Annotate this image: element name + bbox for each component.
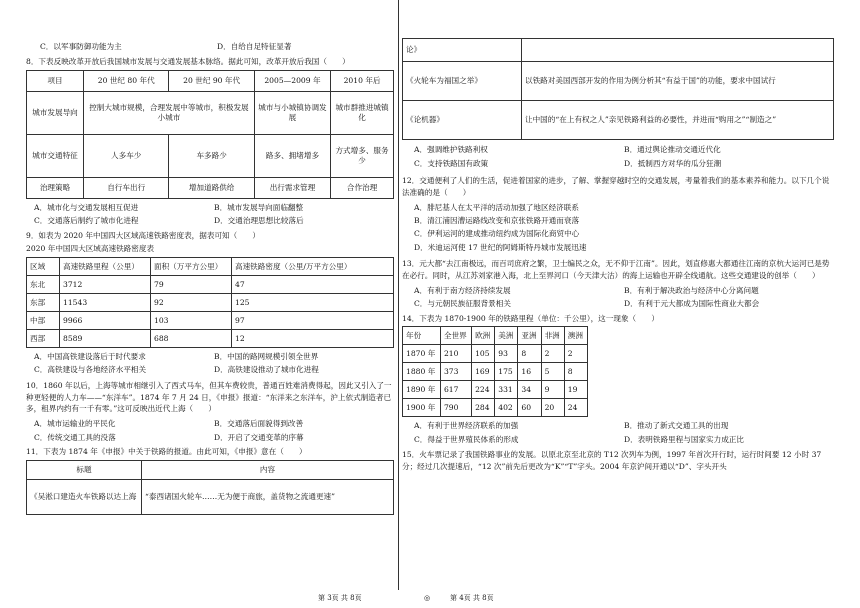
q7-option-c: C．以军事防御功能为主 <box>40 42 122 51</box>
q14-cell: 402 <box>495 399 518 417</box>
q8-cell: 城市发展导向 <box>27 91 84 134</box>
q13-option-d: D．有利于元大都成为国际性商业大都会 <box>624 299 760 309</box>
q8-option-a: A．城市化与交通发展相互促进 <box>34 202 139 212</box>
q14-header-6: 澳洲 <box>564 327 587 345</box>
q8-cell: 人多车少 <box>84 134 169 177</box>
q8-options-cd <box>26 216 394 225</box>
q11-option-c: C．支持铁路国有政策 <box>414 159 489 169</box>
q8-option-c: C．交通落后制约了城市化进程 <box>34 216 139 226</box>
right-page <box>402 0 834 590</box>
q8-cell: 治理策略 <box>27 177 84 198</box>
q8-cell: 城市与小城镇协调发展 <box>254 91 330 134</box>
q8-cell: 自行车出行 <box>84 177 169 198</box>
q14-table <box>402 326 588 417</box>
q14-cell: 790 <box>440 399 471 417</box>
q14-header-5: 非洲 <box>541 327 564 345</box>
q9-cell: 中部 <box>27 311 60 329</box>
q9-cell: 12 <box>232 329 394 347</box>
q13-options-ab <box>402 286 834 295</box>
q9-cell: 8589 <box>60 329 151 347</box>
q9-cell: 47 <box>232 275 394 293</box>
page-footer <box>0 594 860 608</box>
q14-header-4: 亚洲 <box>518 327 541 345</box>
q9-cell: 79 <box>151 275 232 293</box>
left-page-number: 第 3页 共 8页 <box>318 594 362 602</box>
q14-cell: 175 <box>495 363 518 381</box>
q8-table <box>26 70 394 199</box>
q8-cell: 城市交通特征 <box>27 134 84 177</box>
q9-option-c: C．高铁建设与各地经济水平相关 <box>34 365 147 375</box>
q10-option-b: B．交通落后面貌得到改善 <box>214 419 304 429</box>
q12-stem: 12．交通便利了人们的生活，促进着国家的进步，了解、掌握穿越时空的交通发展，考量着我们的基本素养和能力。以下几个说法准确的是（ ） <box>402 175 830 197</box>
q9-caption: 2020 年中国四大区域高速铁路密度表 <box>26 244 155 254</box>
q12-option-c: C．伊利运河的建成推动纽约成为国际化商贸中心 <box>414 229 580 239</box>
q9-cell: 9966 <box>60 311 151 329</box>
q11-cell: 《火轮车为福国之举》 <box>403 62 522 101</box>
q11-header-0: 标题 <box>27 460 142 479</box>
q14-option-b: B．推动了新式交通工具的出现 <box>624 421 729 431</box>
q12-option-b: B．清江浦因漕运路线改变和京张铁路开通而衰落 <box>414 215 580 225</box>
q14-cell: 284 <box>472 399 495 417</box>
q9-option-a: A．中国高铁建设落后于时代要求 <box>34 351 146 361</box>
q8-cell: 车多路少 <box>169 134 254 177</box>
q9-cell: 3712 <box>60 275 151 293</box>
q9-cell: 103 <box>151 311 232 329</box>
q10-options-cd <box>26 433 394 442</box>
q8-cell: 方式增多、服务少 <box>331 134 394 177</box>
q11-table <box>26 460 394 515</box>
q14-cell: 331 <box>495 381 518 399</box>
q9-table <box>26 257 394 348</box>
q8-options-ab <box>26 203 394 212</box>
q14-cell: 93 <box>495 345 518 363</box>
q9-cell: 西部 <box>27 329 60 347</box>
q8-option-b: B．城市发展导向面临翻整 <box>214 202 304 212</box>
q11-options-cd <box>402 159 834 168</box>
q14-cell: 34 <box>518 381 541 399</box>
q9-header-0: 区域 <box>27 257 60 275</box>
q14-cell: 617 <box>440 381 471 399</box>
q8-cell: 城市群推进城镇化 <box>331 91 394 134</box>
q11-cell: 让中国的“在上有权之人”亲见铁路利益的必要性，并进而“购用之”“制造之” <box>522 101 834 140</box>
q8-cell: 路多、拥堵增多 <box>254 134 330 177</box>
q14-cell: 373 <box>440 363 471 381</box>
q13-stem: 13．元大都“去江南极远，而百司庶府之繁，卫士编民之众，无不仰于江南”。因此，划直修惠大都通往江南的京杭大运河已是势在必行。同时，从江苏刘家港入海，北上至界河口（今天津大沽）的海上运输也开辟全线通航。这些交通建设的创举（ ） <box>402 259 830 281</box>
q9-cell: 东部 <box>27 293 60 311</box>
q14-cell: 2 <box>541 345 564 363</box>
binding-mark: ◎ <box>424 594 431 602</box>
q10-options-ab <box>26 419 394 428</box>
q8-header-2: 20 世纪 90 年代 <box>169 70 254 91</box>
q8-stem: 8．下表反映改革开放后我国城市发展与交通发展基本脉络。据此可知，改革开放后我国（ ） <box>26 57 350 67</box>
q9-option-d: D．高铁建设推动了城市化进程 <box>214 365 319 375</box>
q14-option-a: A．有利于世界经济联系的加强 <box>414 421 519 431</box>
q11-table-cont <box>402 38 834 140</box>
q14-header-0: 年份 <box>403 327 441 345</box>
q11-cell: 以铁路对美国西部开发的作用为例分析其“有益于国”的功能，要求中国试行 <box>522 62 834 101</box>
q9-header-3: 高速铁路密度（公里/万平方公里） <box>232 257 394 275</box>
q11-cell: 论》 <box>403 39 522 62</box>
q15-stem: 15．火车票记录了我国铁路事业的发展。以原北京至北京的 T12 次列车为例，1997 年首次开行时，运行时间要 12 小时 37 分；经过几次提速后，“12 次”前先后更改为“K”“T”字头。2004 年京沪间开通以“D”、字头开头 <box>402 450 822 472</box>
q14-cell: 8 <box>564 363 587 381</box>
q14-option-d: D．表明铁路里程与国家实力成正比 <box>624 434 744 444</box>
q14-cell: 224 <box>472 381 495 399</box>
q8-cell: 控制大城市规模，合理发展中等城市，积极发展小城市 <box>84 91 255 134</box>
q11-cell: 《论机器》 <box>403 101 522 140</box>
q7-options <box>26 42 394 51</box>
q9-options-cd <box>26 365 394 374</box>
q11-option-b: B．通过舆论推动交通近代化 <box>624 145 721 154</box>
q14-header-3: 美洲 <box>495 327 518 345</box>
q13-options-cd <box>402 299 834 308</box>
q11-stem: 11．下表为 1874 年《申报》中关于铁路的报道。由此可知，《申报》意在（ ） <box>26 447 307 457</box>
q8-header-1: 20 世纪 80 年代 <box>84 70 169 91</box>
column-divider <box>398 0 399 590</box>
q14-header-2: 欧洲 <box>472 327 495 345</box>
q13-option-a: A．有利于南方经济持续发展 <box>414 285 511 295</box>
q13-option-c: C．与元朝民族征服背景相关 <box>414 299 511 309</box>
q8-header-3: 2005—2009 年 <box>254 70 330 91</box>
q9-cell: 688 <box>151 329 232 347</box>
q9-header-1: 高速铁路里程（公里） <box>60 257 151 275</box>
q8-cell: 增加道路供给 <box>169 177 254 198</box>
q14-cell: 24 <box>564 399 587 417</box>
q9-cell: 东北 <box>27 275 60 293</box>
q11-cell: 《吴淞口建造火车铁路以达上海 <box>27 479 142 514</box>
q9-stem: 9．如表为 2020 年中国四大区域高速铁路密度表，据表可知（ ） <box>26 230 261 240</box>
q13-option-b: B．有利于解决政治与经济中心分离问题 <box>624 285 759 295</box>
q14-options-ab <box>402 421 834 430</box>
q7-option-d: D．自给自足特征显著 <box>217 42 292 51</box>
q10-option-c: C．传统交通工具的没落 <box>34 432 116 442</box>
q14-cell: 105 <box>472 345 495 363</box>
q14-cell: 16 <box>518 363 541 381</box>
q8-cell: 出行需求管理 <box>254 177 330 198</box>
q14-cell: 60 <box>518 399 541 417</box>
q10-option-d: D．开启了交通变革的序幕 <box>214 432 304 442</box>
q14-cell: 2 <box>564 345 587 363</box>
q14-cell: 1900 年 <box>403 399 441 417</box>
q9-cell: 92 <box>151 293 232 311</box>
q14-options-cd <box>402 435 834 444</box>
q14-cell: 9 <box>541 381 564 399</box>
q11-options-ab <box>402 145 834 154</box>
q8-header-0: 项目 <box>27 70 84 91</box>
left-page <box>26 0 394 590</box>
q11-header-1: 内容 <box>142 460 394 479</box>
q11-option-a: A．强调维护铁路利权 <box>414 145 488 154</box>
q14-cell: 19 <box>564 381 587 399</box>
q10-stem: 10．1860 年以后，上海等城市相继引入了西式马车，但其车费较贵，普通百姓难消费得起，因此又引入了一种更轻便的人力车——“东洋车”。1874 年 7 月 24 日，《申报》报道：“东洋来之东洋车，沪上依式制造者已多，租界内约有一千有零。”这可反映出近代上海（ ） <box>26 380 392 414</box>
q14-cell: 1880 年 <box>403 363 441 381</box>
q9-options-ab <box>26 352 394 361</box>
q14-cell: 169 <box>472 363 495 381</box>
q9-header-2: 面积（万平方公里） <box>151 257 232 275</box>
q14-cell: 8 <box>518 345 541 363</box>
q14-cell: 20 <box>541 399 564 417</box>
q12-option-a: A．腓尼基人在太平洋的活动加强了地区经济联系 <box>414 202 579 212</box>
q14-cell: 5 <box>541 363 564 381</box>
q14-cell: 1890 年 <box>403 381 441 399</box>
q8-header-4: 2010 年后 <box>331 70 394 91</box>
q11-option-d: D．抵制西方对华的瓜分狂潮 <box>624 159 722 169</box>
q11-cell <box>522 39 834 62</box>
q8-option-d: D．交通治理思想比较落后 <box>214 216 304 226</box>
q9-cell: 97 <box>232 311 394 329</box>
q14-header-1: 全世界 <box>440 327 471 345</box>
q14-stem: 14．下表为 1870-1900 年的铁路里程（单位：千公里），这一现象（ ） <box>402 313 659 323</box>
q9-option-b: B．中国的路网规模引领全世界 <box>214 351 319 361</box>
q14-cell: 210 <box>440 345 471 363</box>
right-page-number: 第 4页 共 8页 <box>450 594 494 602</box>
q14-cell: 1870 年 <box>403 345 441 363</box>
q12-option-d: D．米迪运河使 17 世纪的阿姆斯特丹城市发展迅速 <box>414 242 587 252</box>
q9-cell: 125 <box>232 293 394 311</box>
q8-cell: 合作治理 <box>331 177 394 198</box>
q11-cell: “泰西诸国火轮车……无为便于商旅，盖货物之流通更速” <box>142 479 394 514</box>
q14-option-c: C．得益于世界殖民体系的形成 <box>414 434 519 444</box>
q9-cell: 11543 <box>60 293 151 311</box>
q10-option-a: A．城市运输业的平民化 <box>34 419 116 429</box>
